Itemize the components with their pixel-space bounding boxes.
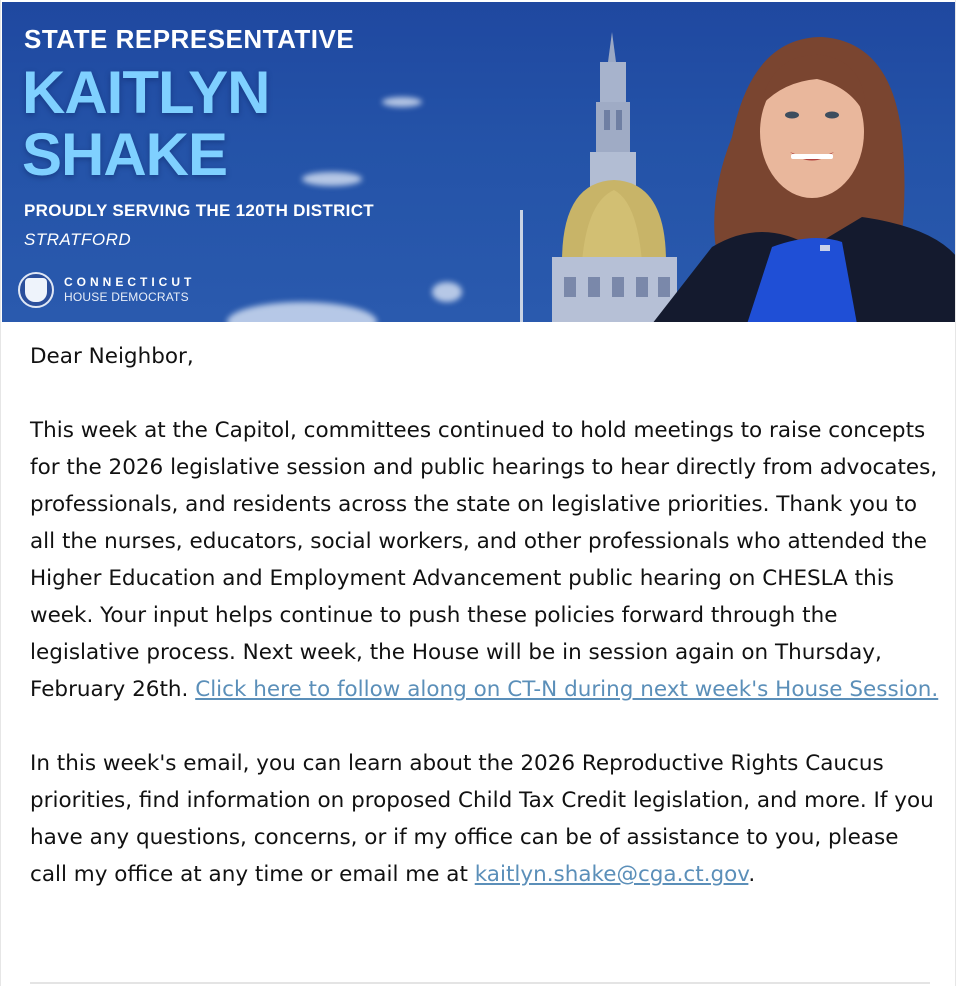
paragraph-email-overview (30, 745, 940, 893)
section-divider (30, 982, 930, 984)
flag-pole (520, 210, 523, 322)
paragraph-text: In this week's email, you can learn about the 2026 Reproductive Rights Caucus priorities, find information on proposed Child Tax Credit legislation, and more. If you have any questions, concerns, or if my office can be of assistance to you, please call my office at any time or email me at (30, 751, 934, 887)
paragraph-session-update (30, 412, 940, 708)
org-name-line-1: CONNECTICUT (64, 275, 196, 289)
cloud (382, 97, 422, 107)
cloud (432, 282, 462, 302)
name-line-1: KAITLYN (22, 59, 270, 126)
header-banner (2, 2, 955, 322)
district-text: PROUDLY SERVING THE 120TH DISTRICT (24, 201, 374, 220)
banner-title: STATE REPRESENTATIVE (24, 24, 355, 54)
letter-body (30, 322, 940, 893)
representative-portrait (652, 17, 955, 322)
cloud (302, 172, 362, 186)
email-link[interactable]: kaitlyn.shake@cga.ct.gov (474, 862, 749, 887)
org-name-line-2: HOUSE DEMOCRATS (64, 290, 189, 304)
town-text: STRATFORD (24, 230, 132, 249)
paragraph-end: . (748, 862, 756, 887)
connecticut-seal-icon (18, 272, 54, 308)
ct-n-session-link[interactable]: Click here to follow along on CT-N during next week's House Session. (195, 677, 939, 702)
cloud (227, 302, 377, 322)
representative-name (22, 59, 270, 188)
paragraph-text: This week at the Capitol, committees continued to hold meetings to raise concepts for the 2026 legislative session and public hearings to hear directly from advocates, professionals, and residents across the state on legislative priorities. Thank you to all the nurses, educators, social workers, and other professionals who attended the Higher Education and Employment Advancement public hearing on CHESLA this week. Your input helps continue to push these policies forward through the legislative process. Next week, the House will be in session again on Thursday, February 26th. (30, 418, 938, 702)
name-line-2: SHAKE (22, 121, 228, 188)
greeting: Dear Neighbor, (30, 344, 194, 369)
